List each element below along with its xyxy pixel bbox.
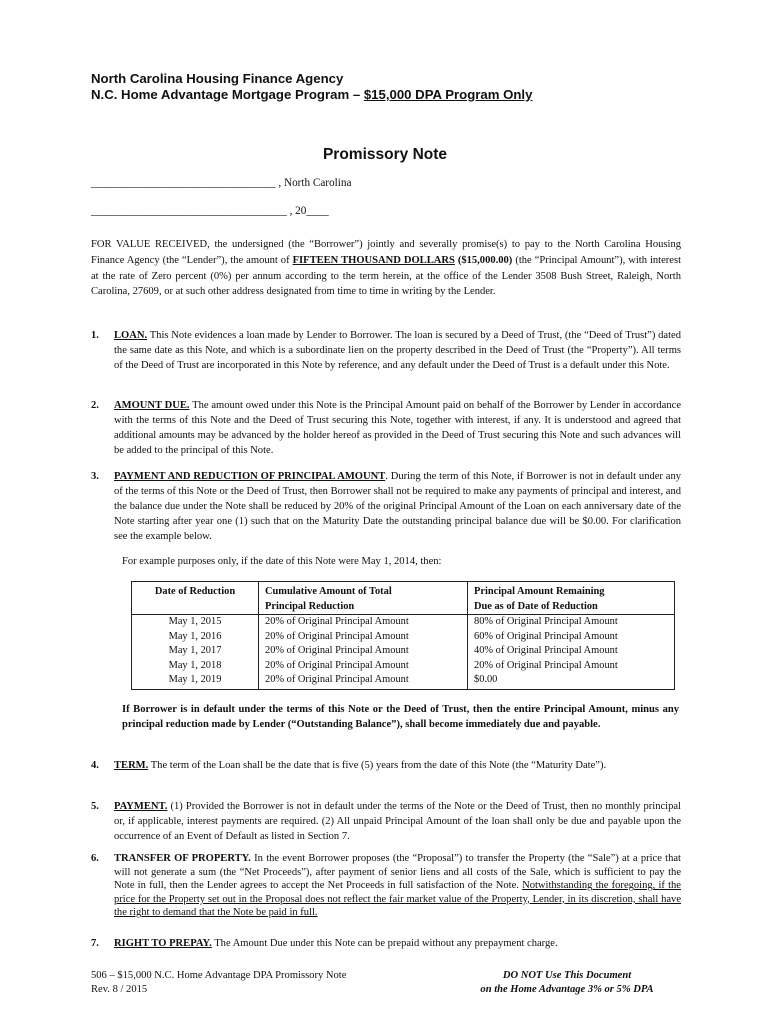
table-row: May 1, 2017 20% of Original Principal Amount 40% of Original Principal Amount bbox=[132, 644, 675, 659]
table-row: May 1, 2018 20% of Original Principal Amount 20% of Original Principal Amount bbox=[132, 659, 675, 674]
intro-paragraph: FOR VALUE RECEIVED, the undersigned (the “Borrower”) jointly and severally promise(s) to pay to the North Carolina Housing Finance Agency (the “Lender”), the amount of FIFTEEN THOUSAND DOLLARS ($15,000.00) (the “Principal Amount”), with interest at the rate of Zero percent (0%) per annum according to the term herein, at the office of the Lender 3508 Bush Street, Raleigh, North Carolina, 27609, or at such other address designated from time to time in writing by the Lender. bbox=[91, 239, 682, 298]
program-name: N.C. Home Advantage Mortgage Program – $15,000 DPA Program Only bbox=[91, 87, 533, 102]
footer-warning: DO NOT Use This Document on the Home Advantage 3% or 5% DPA bbox=[480, 970, 654, 995]
section-heading: TRANSFER OF PROPERTY. bbox=[114, 853, 251, 864]
table-header-row: Date of Reduction Cumulative Amount of Total Principal Amount Remaining bbox=[132, 582, 675, 600]
table-row: May 1, 2019 20% of Original Principal Amount $0.00 bbox=[132, 673, 675, 689]
section-term: 4. TERM. The term of the Loan shall be the date that is five (5) years from the date of this Note (the “Maturity Date”). bbox=[91, 760, 607, 771]
section-heading: RIGHT TO PREPAY. bbox=[114, 938, 212, 949]
footer-form-id: 506 – $15,000 N.C. Home Advantage DPA Promissory Note Rev. 8 / 2015 bbox=[91, 970, 347, 995]
example-intro: For example purposes only, if the date of this Note were May 1, 2014, then: bbox=[122, 556, 442, 567]
section-heading: PAYMENT AND REDUCTION OF PRINCIPAL AMOUNT bbox=[114, 471, 386, 482]
section-heading: LOAN. bbox=[114, 330, 148, 341]
document-header bbox=[91, 71, 532, 103]
section-heading: TERM. bbox=[114, 760, 149, 771]
section-transfer: 6. TRANSFER OF PROPERTY. In the event Borrower proposes (the “Proposal”) to transfer the Property (the “Sale”) at a price that will not generate a sum (the “Net Proceeds”), after payment of senior liens and all costs of the Sale, which is sufficient to pay the Note in full, then the Lender agrees to accept the Net Proceeds in full satisfaction of the Note. Notwithstanding the foregoing, if the price for the Property set out in the Proposal does not reflect the fair market value of the Property, Lender, in its discretion, shall have the right to demand that the Note be paid in full. bbox=[91, 853, 681, 919]
date-line: ___________________________________ , 20____ bbox=[91, 205, 329, 217]
section-loan: 1. LOAN. This Note evidences a loan made by Lender to Borrower. The loan is secured by a Deed of Trust, (the “Deed of Trust”) dated the same date as this Note, and which is a subordinate lien on the property described in the Deed of Trust (the “Property”). All terms of the Deed of Trust are incorporated in this Note by reference, and any default under the Deed of Trust is a default under this Note. bbox=[91, 330, 681, 372]
default-clause: If Borrower is in default under the terms of this Note or the Deed of Trust, then the entire Principal Amount, minus any principal reduction made by Lender (“Outstanding Balance”), shall become immediately due and payable. bbox=[122, 704, 679, 731]
table-row: May 1, 2015 20% of Original Principal Amount 80% of Original Principal Amount bbox=[132, 615, 675, 630]
location-line: _________________________________ , North Carolina bbox=[91, 177, 352, 189]
section-payment-reduction: 3. PAYMENT AND REDUCTION OF PRINCIPAL AMOUNT. During the term of this Note, if Borrower is not in default under any of the terms of this Note or the Deed of Trust, then Borrower shall not be required to make any payments of principal and interest, and the balance due under the Note shall be reduced by 20% of the original Principal Amount of the Loan on each anniversary date of the Note starting after year one (1) such that on the Maturity Date the outstanding principal balance due will be $0.00. For clarification see the example below. bbox=[91, 471, 681, 543]
table-row: May 1, 2016 20% of Original Principal Amount 60% of Original Principal Amount bbox=[132, 630, 675, 645]
program-dpa-label: $15,000 DPA Program Only bbox=[363, 87, 533, 102]
section-prepay: 7. RIGHT TO PREPAY. The Amount Due under this Note can be prepaid without any prepayment charge. bbox=[91, 938, 558, 949]
section-heading: AMOUNT DUE. bbox=[114, 400, 190, 411]
section-amount-due: 2. AMOUNT DUE. The amount owed under this Note is the Principal Amount paid on behalf of the Borrower by Lender in accordance with the terms of this Note and the Deed of Trust securing this Note, together with interest, if any. It is understood and agreed that additional amounts may be advanced by the holder hereof as provided in the Deed of Trust securing this Note and such advances will be added to the principal of this Note. bbox=[91, 400, 681, 457]
table-header-row: Principal Reduction Due as of Date of Reduction bbox=[132, 600, 675, 615]
section-payment: 5. PAYMENT. (1) Provided the Borrower is not in default under the terms of the Note or the Deed of Trust, then no monthly principal or, if applicable, interest payments are required. (2) All unpaid Principal Amount of the loan shall only be due and payable upon the occurrence of an Event of Default as listed in Section 7. bbox=[91, 801, 681, 843]
amount-figure: ($15,000.00) bbox=[454, 254, 513, 266]
page-title: Promissory Note bbox=[322, 146, 448, 163]
reduction-table bbox=[131, 581, 675, 690]
amount-words: FIFTEEN THOUSAND DOLLARS bbox=[292, 254, 455, 266]
agency-name: North Carolina Housing Finance Agency bbox=[91, 71, 344, 86]
transfer-notwithstanding: Notwithstanding the foregoing, if the price for the Property set out in the Proposal does not reflect the fair market value of the Property, Lender, in its discretion, shall have the right to demand that the Note be paid in full. bbox=[114, 880, 681, 919]
section-heading: PAYMENT. bbox=[114, 801, 168, 812]
